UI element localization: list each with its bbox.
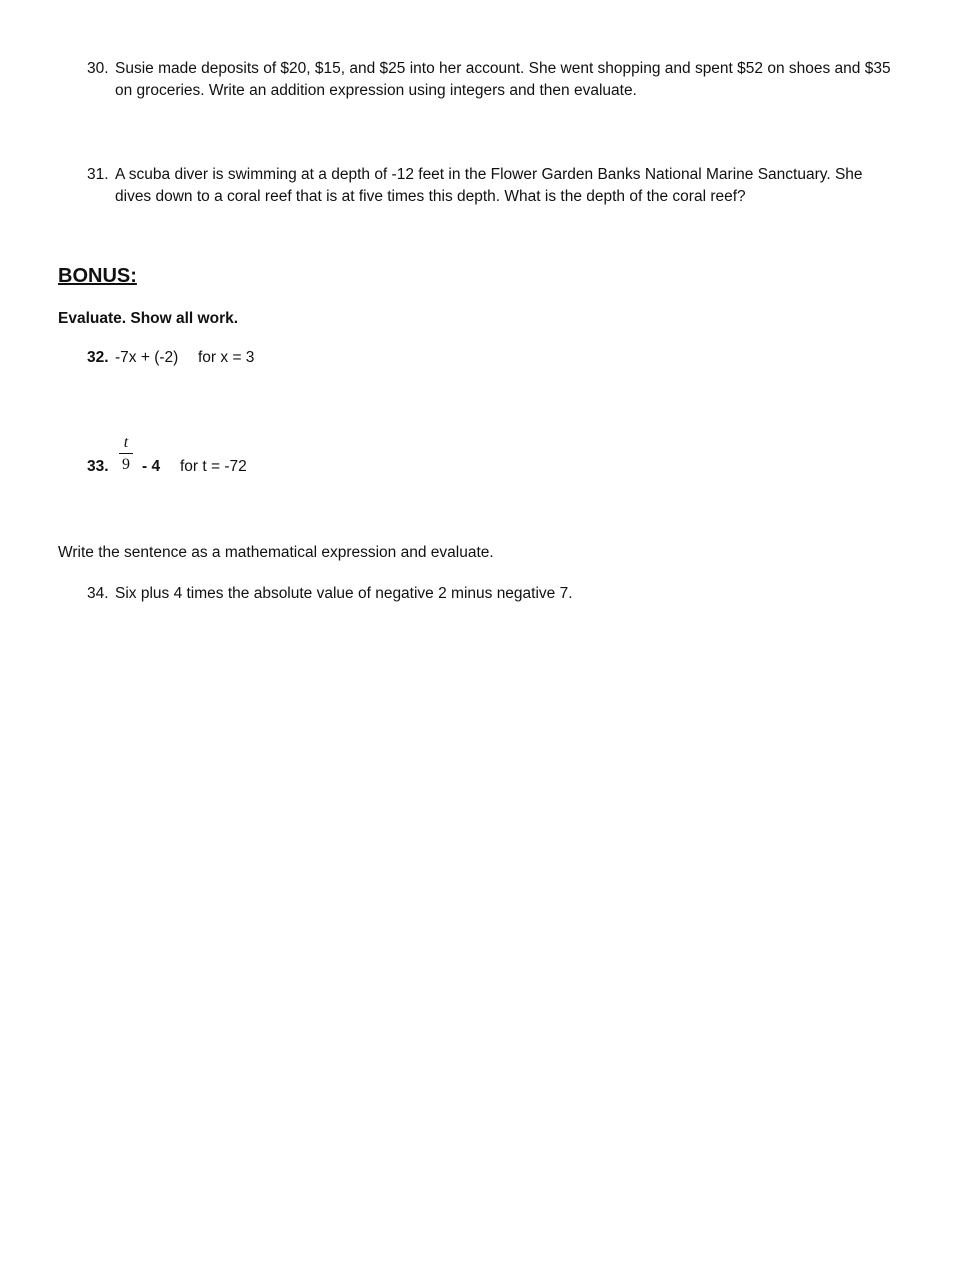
question-number: 31. [87,166,109,183]
question-text-line-1: A scuba diver is swimming at a depth of -12 feet in the Flower Garden Banks National Marine Sanctuary. She [115,166,863,183]
question-number: 30. [87,60,109,77]
question-text-line-2: dives down to a coral reef that is at five times this depth. What is the depth of the coral reef? [115,188,746,205]
question-text: Six plus 4 times the absolute value of negative 2 minus negative 7. [115,585,573,602]
bonus-heading: BONUS: [58,265,137,287]
minus-term: - 4 [142,458,161,475]
question-text-line-1: Susie made deposits of $20, $15, and $25 into her account. She went shopping and spent $52 on shoes and $35 [115,60,891,77]
fraction-bar [119,453,133,454]
sentence-instruction: Write the sentence as a mathematical expression and evaluate. [58,544,494,561]
evaluate-instruction: Evaluate. Show all work. [58,310,239,327]
question-text-line-2: on groceries. Write an addition expression using integers and then evaluate. [115,82,637,99]
condition: for x = 3 [198,349,255,366]
question-number: 33. [87,458,109,475]
fraction-numerator: t [123,434,129,451]
condition: for t = -72 [180,458,247,475]
fraction [119,434,133,474]
question-number: 34. [87,585,109,602]
expression: -7x + (-2) [115,349,179,366]
fraction-denominator: 9 [122,456,130,473]
question-number: 32. [87,349,109,366]
